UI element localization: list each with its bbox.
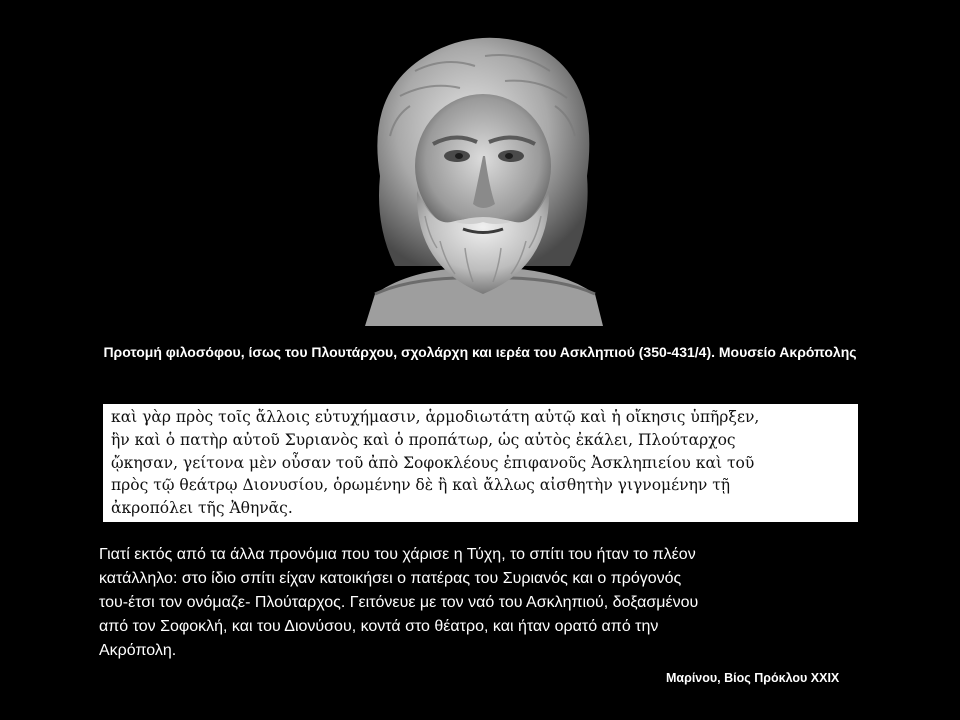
translation-line: κατάλληλο: στο ίδιο σπίτι είχαν κατοικήσει ο πατέρας του Συριανός και ο πρόγονός (99, 570, 682, 587)
translation-line: από τον Σοφοκλή, και του Διονύσου, κοντά στο θέατρο, και ήταν ορατό από την (99, 618, 659, 635)
source-text-line: ἣν καὶ ὁ πατὴρ αὐτοῦ Συριανὸς καὶ ὁ προπάτωρ, ὡς αὐτὸς ἐκάλει, Πλούταρχος (111, 430, 736, 449)
source-attribution: Μαρίνου, Βίος Πρόκλου XXIX (666, 671, 840, 685)
source-text-line: καὶ γὰρ πρὸς τοῖς ἄλλοις εὐτυχήμασιν, ἁρμοδιωτάτη αὐτῷ καὶ ἡ οἴκησις ὑπῆρξεν, (111, 408, 760, 426)
translation-line: Γιατί εκτός από τα άλλα προνόμια που του χάρισε η Τύχη, το σπίτι του ήταν το πλέον (99, 546, 696, 563)
source-text-line: ἀκροπόλει τῆς Ἀθηνᾶς. (111, 499, 293, 518)
philosopher-bust-image (355, 26, 610, 331)
ancient-greek-source-text (103, 404, 858, 522)
bust-caption: Προτομή φιλοσόφου, ίσως του Πλουτάρχου, σχολάρχη και ιερέα του Ασκληπιού (350-431/4). Μουσείο Ακρόπολης (103, 344, 857, 360)
translation-line: του-έτσι τον ονόμαζε- Πλούταρχος. Γειτόνευε με τον ναό του Ασκληπιού, δοξασμένου (99, 594, 699, 611)
translation-line: Ακρόπολη. (99, 642, 177, 659)
source-text-line: ᾤκησαν, γείτονα μὲν οὖσαν τοῦ ἀπὸ Σοφοκλέους ἐπιφανοῦς Ἀσκληπιείου καὶ τοῦ (111, 453, 755, 472)
modern-greek-translation (99, 543, 859, 663)
source-text-line: πρὸς τῷ θεάτρῳ Διονυσίου, ὁρωμένην δὲ ἢ καὶ ἄλλως αἰσθητὴν γιγνομένην τῇ (111, 476, 731, 495)
